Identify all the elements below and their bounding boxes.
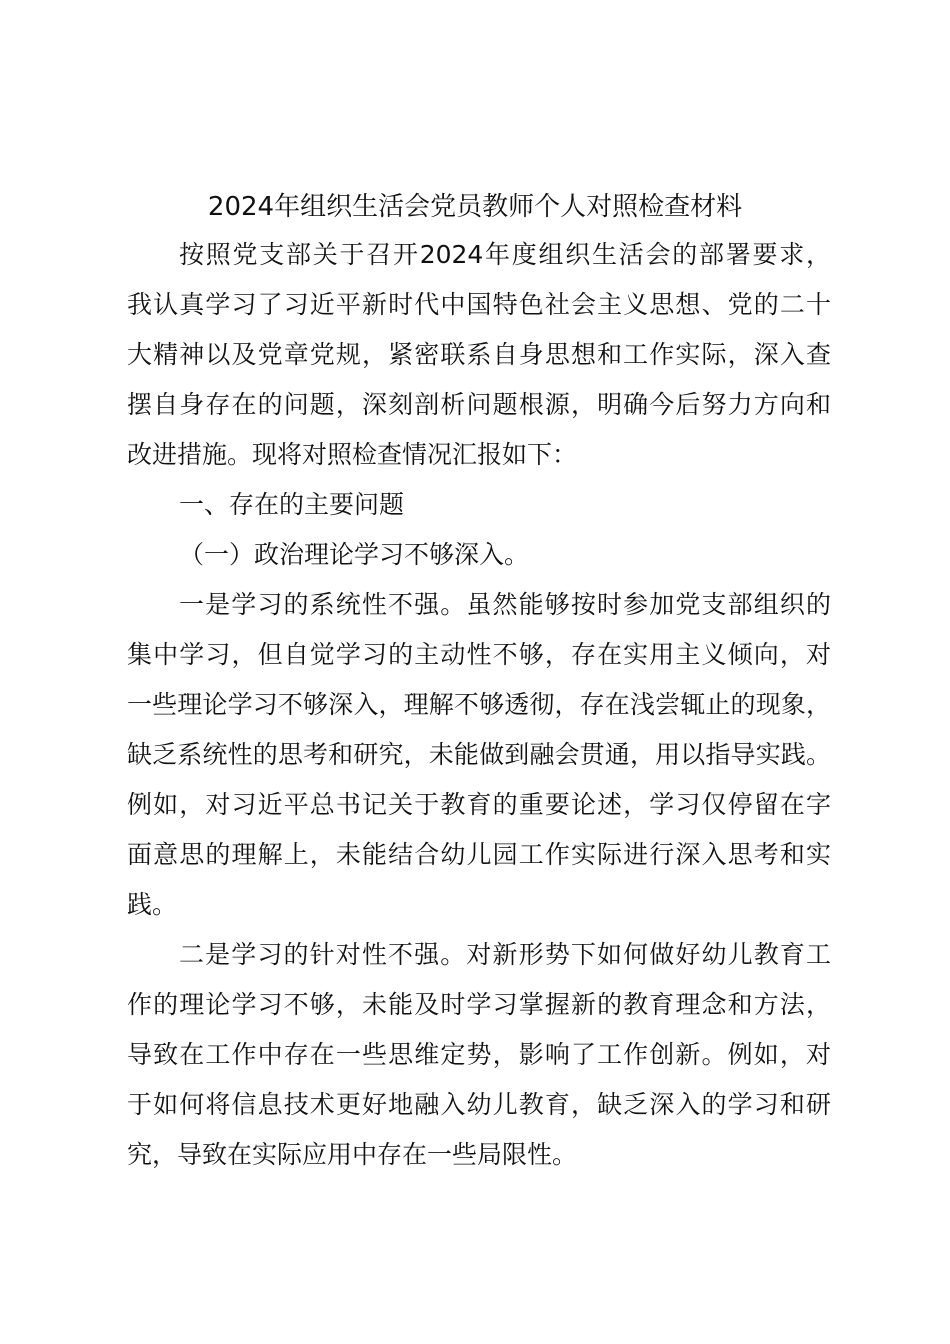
text-line: （一）政治理论学习不够深入。 bbox=[179, 540, 530, 569]
paragraph bbox=[127, 580, 831, 930]
text-line: 摆自身存在的问题，深刻剖析问题根源，明确今后努力方向和 bbox=[127, 390, 831, 419]
text-line: 一、存在的主要问题 bbox=[179, 490, 405, 519]
text-line: 改进措施。现将对照检查情况汇报如下： bbox=[127, 440, 578, 469]
subsection-heading bbox=[127, 530, 831, 580]
text-line: 大精神以及党章党规，紧密联系自身思想和工作实际，深入查 bbox=[127, 340, 831, 369]
text-line: 一是学习的系统性不强。虽然能够按时参加党支部组织的 bbox=[179, 590, 831, 619]
paragraph bbox=[127, 930, 831, 1180]
text-line: 缺乏系统性的思考和研究，未能做到融会贯通，用以指导实践。 bbox=[127, 740, 831, 769]
text-line: 集中学习，但自觉学习的主动性不够，存在实用主义倾向，对 bbox=[127, 640, 831, 669]
text-line: 面意思的理解上，未能结合幼儿园工作实际进行深入思考和实 bbox=[127, 840, 831, 869]
text-line: 我认真学习了习近平新时代中国特色社会主义思想、党的二十 bbox=[127, 290, 831, 319]
text-line: 究，导致在实际应用中存在一些局限性。 bbox=[127, 1140, 578, 1169]
document-title: 2024年组织生活会党员教师个人对照检查材料 bbox=[207, 192, 743, 222]
section-heading bbox=[127, 480, 831, 530]
text-line: 于如何将信息技术更好地融入幼儿教育，缺乏深入的学习和研 bbox=[127, 1090, 831, 1119]
text-line: 例如，对习近平总书记关于教育的重要论述，学习仅停留在字 bbox=[127, 790, 831, 819]
document-body bbox=[127, 230, 831, 1180]
text-line: 导致在工作中存在一些思维定势，影响了工作创新。例如，对 bbox=[127, 1040, 831, 1069]
text-line: 按照党支部关于召开2024年度组织生活会的部署要求， bbox=[179, 240, 831, 269]
text-line: 二是学习的针对性不强。对新形势下如何做好幼儿教育工 bbox=[179, 940, 831, 969]
text-line: 一些理论学习不够深入，理解不够透彻，存在浅尝辄止的现象， bbox=[127, 690, 831, 719]
text-line: 作的理论学习不够，未能及时学习掌握新的教育理念和方法， bbox=[127, 990, 831, 1019]
paragraph bbox=[127, 230, 831, 480]
text-line: 践。 bbox=[127, 890, 178, 919]
